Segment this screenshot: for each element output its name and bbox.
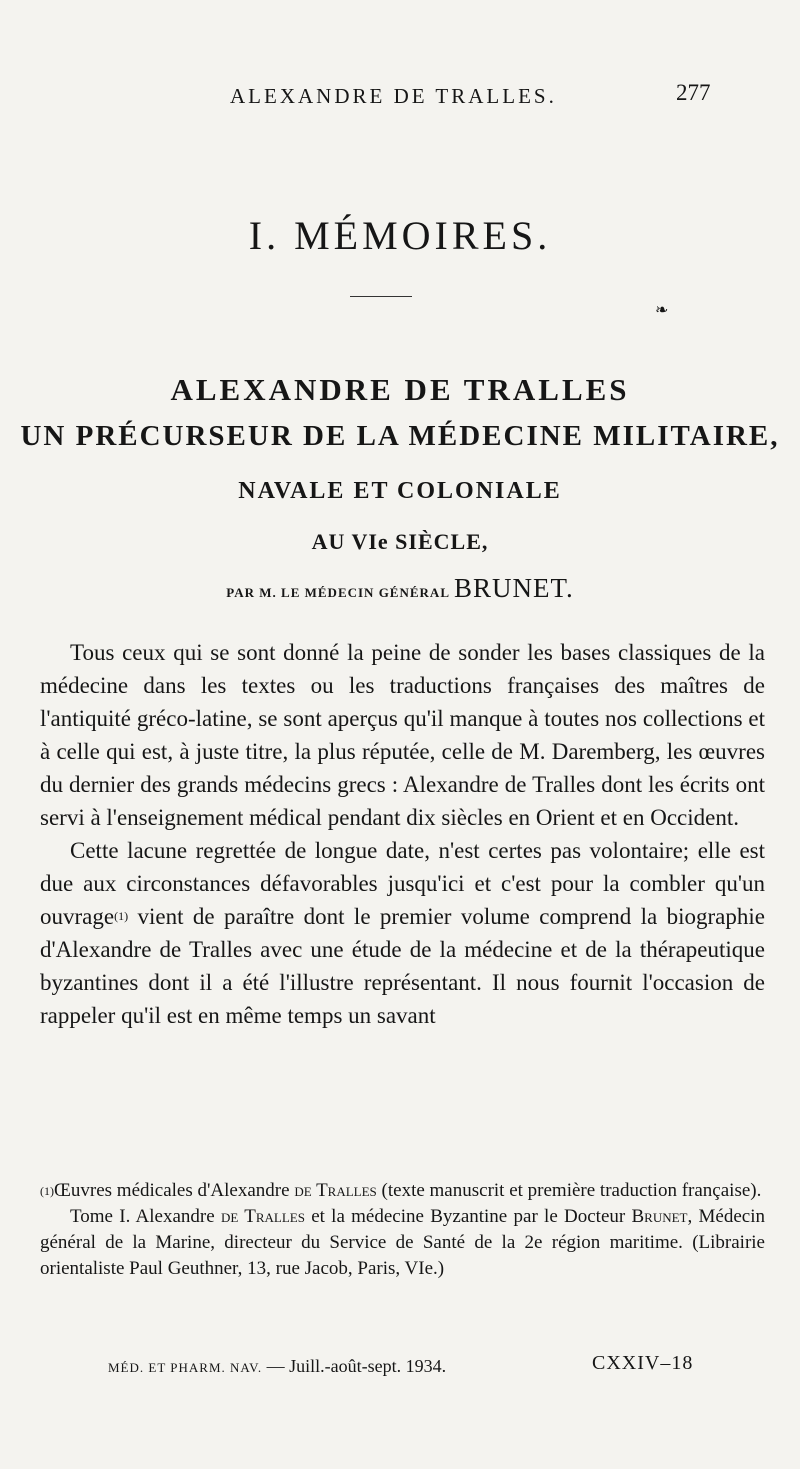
article-title: ALEXANDRE DE TRALLES [170, 372, 630, 407]
running-head [0, 78, 800, 112]
title-rule [350, 296, 412, 297]
paragraph-1: Tous ceux qui se sont donné la peine de sonder les bases classiques de la médecine dans les textes ou les traductions françaises des maîtres de l'antiquité gréco-latine, se sont aperçus qu'il manque à toutes nos collections et à celle qui est, à juste titre, la plus réputée, celle de M. Daremberg, les œuvres du dernier des grands médecins grecs : Alexandre de Tralles dont les écrits ont servi à l'enseignement médical pendant dix siècles en Orient et en Occident. [40, 640, 765, 830]
footer-journal-name: MÉD. ET PHARM. NAV. [108, 1360, 263, 1375]
paragraph-2 [40, 834, 765, 1032]
page-number: 277 [676, 80, 711, 105]
footnote-2-de: de [220, 1206, 239, 1227]
footnote-marker: (1) [40, 1184, 54, 1198]
byline-prefix: PAR M. LE MÉDECIN GÉNÉRAL [226, 585, 450, 600]
article-subtitle-2: NAVALE ET COLONIALE [238, 478, 562, 504]
footer-date: — Juill.-août-sept. 1934. [266, 1356, 447, 1376]
footnotes [40, 1178, 765, 1282]
footer-journal [108, 1356, 446, 1377]
note-reference: (1) [114, 909, 129, 923]
footnote-2 [40, 1204, 765, 1282]
byline [0, 573, 800, 604]
footer-signature: CXXIV–18 [592, 1352, 694, 1374]
article-subtitle-1: UN PRÉCURSEUR DE LA MÉDECINE MILITAIRE, [20, 420, 780, 452]
section-title: I. MÉMOIRES. [248, 213, 552, 258]
footnote-1-de: de [294, 1180, 312, 1201]
footnote-2-tralles: Tralles [238, 1206, 305, 1227]
footnote-1 [40, 1178, 765, 1204]
footer [0, 1352, 800, 1382]
paragraph-2-start: Cette lacune regrettée de longue date, n'est certes pas volontaire; elle est due aux circonstances défavorables jusqu'ici et c'est pour la combler qu'un ouvrage [40, 838, 765, 929]
footnote-2-text: Tome I. Alexandre [70, 1206, 221, 1227]
article-subtitle-3: AU VIe SIÈCLE, [311, 529, 489, 554]
running-head-title: ALEXANDRE DE TRALLES. [230, 84, 557, 108]
footnote-1-text-end: (texte manuscrit et première traduction française). [376, 1180, 762, 1201]
ornament-mark: ❧ [655, 302, 669, 319]
footnote-2-text-mid: et la médecine Byzantine par le Docteur [304, 1206, 632, 1227]
footnote-2-brunet: Brunet [631, 1206, 688, 1227]
footnote-1-tralles: Tralles [311, 1180, 377, 1201]
footnote-1-text: Œuvres médicales d'Alexandre [54, 1180, 295, 1201]
body-text [40, 636, 765, 1032]
paragraph-2-end: vient de paraître dont le premier volume comprend la biographie d'Alexandre de Tralles avec une étude de la médecine et de la thérapeutique byzantines dont il a été l'illustre représentant. Il nous fournit l'occasion de rappeler qu'il est en même temps un savant [40, 904, 765, 1028]
footnote-2-text-end: , Médecin général de la Marine, directeur du Service de Santé de la 2e région maritime. (Librairie orientaliste Paul Geuthner, 13, rue Jacob, Paris, VIe.) [40, 1206, 765, 1279]
byline-name: BRUNET. [454, 573, 574, 603]
